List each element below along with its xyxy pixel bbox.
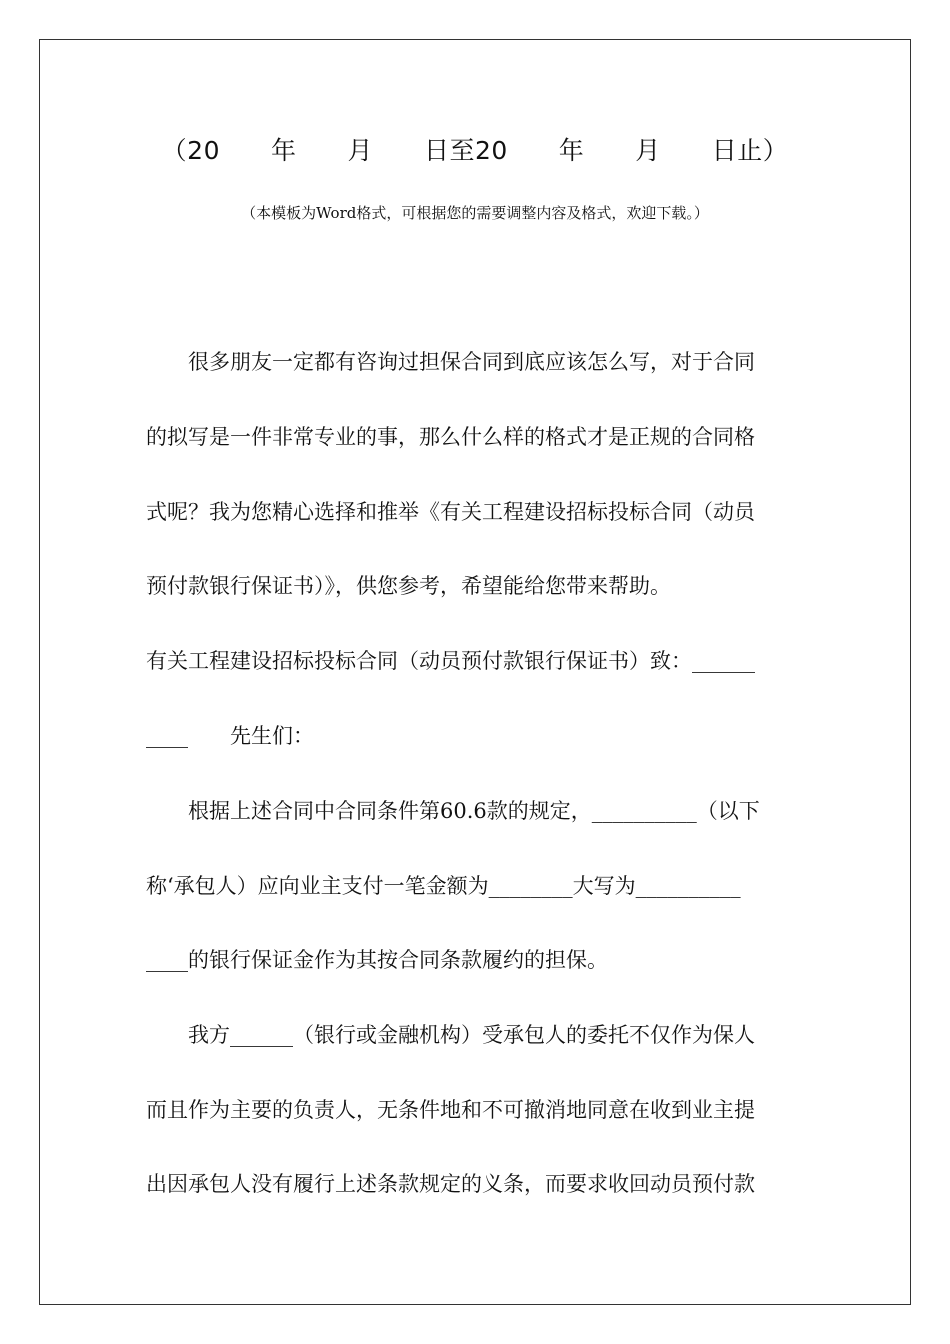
body-line: 式呢？我为您精心选择和推举《有关工程建设招标投标合同（动员 — [146, 500, 755, 524]
body-line: 的拟写是一件非常专业的事，那么什么样的格式才是正规的合同格 — [146, 425, 755, 449]
salutation-line: ____ 先生们： — [146, 724, 314, 748]
body-line: 我方______（银行或金融机构）受承包人的委托不仅作为保人 — [188, 1023, 755, 1047]
body-line: 预付款银行保证书）》，供您参考，希望能给您带来帮助。 — [146, 574, 671, 598]
body-line: 出因承包人没有履行上述条款规定的义条，而要求收回动员预付款 — [146, 1172, 755, 1196]
body-line: 称‘承包人）应向业主支付一笔金额为________大写为__________ — [146, 874, 741, 898]
date-range-heading: （20 年 月 日至20 年 月 日止） — [161, 136, 789, 165]
body-line: 很多朋友一定都有咨询过担保合同到底应该怎么写，对于合同 — [188, 350, 755, 374]
template-note: （本模板为Word格式，可根据您的需要调整内容及格式，欢迎下载。） — [241, 204, 709, 222]
contract-title-line: 有关工程建设招标投标合同（动员预付款银行保证书）致：______ — [146, 649, 755, 673]
body-line: 根据上述合同中合同条件第60.6款的规定，__________（以下 — [188, 799, 760, 823]
body-line: 而且作为主要的负责人，无条件地和不可撤消地同意在收到业主提 — [146, 1098, 755, 1122]
body-line: ____的银行保证金作为其按合同条款履约的担保。 — [146, 948, 608, 972]
